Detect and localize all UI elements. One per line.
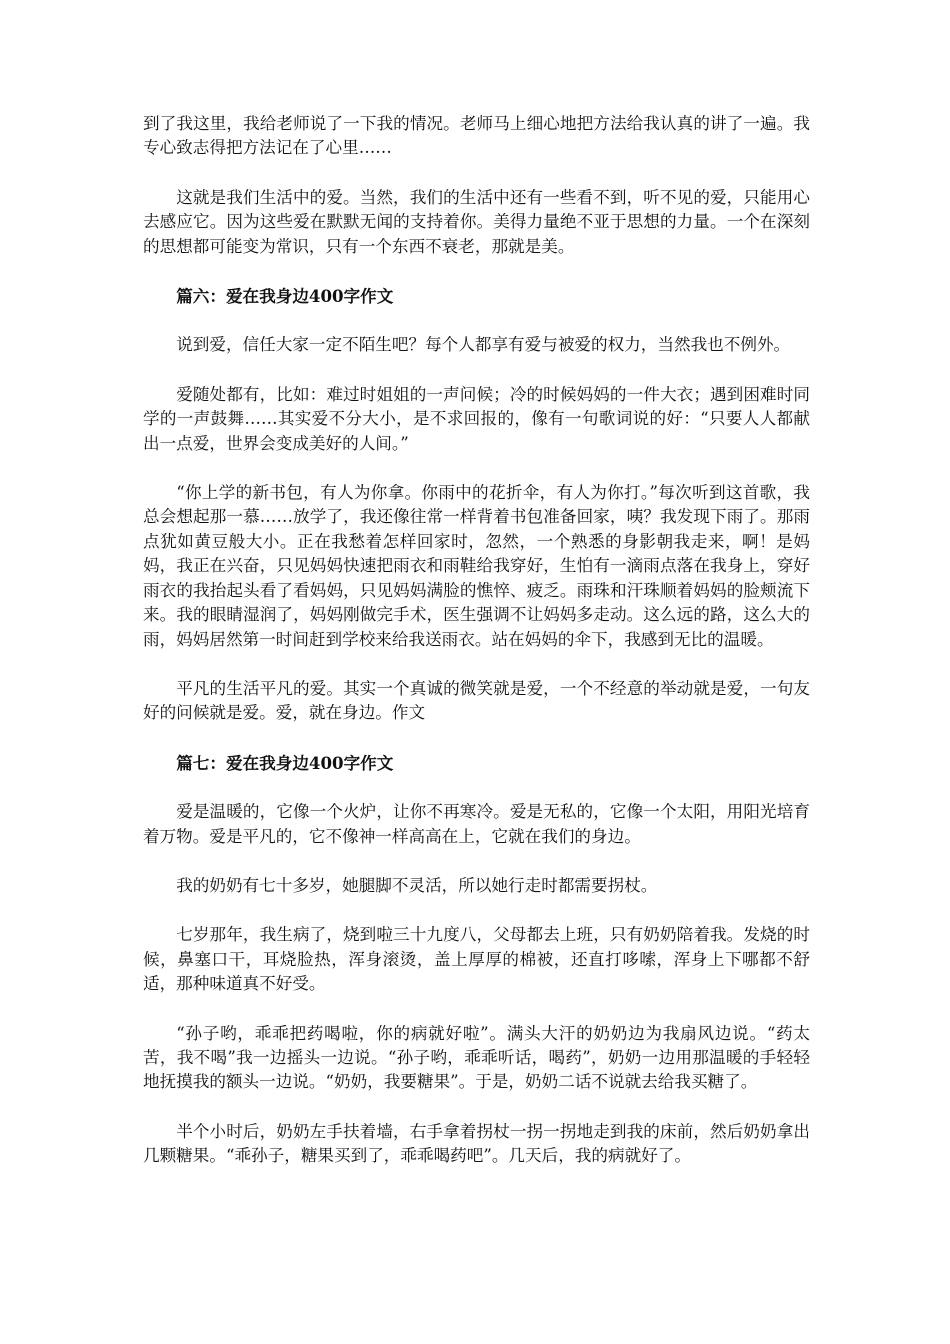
paragraph: 我的奶奶有七十多岁，她腿脚不灵活，所以她行走时都需要拐杖。: [176, 875, 658, 895]
paragraph: 说到爱，信任大家一定不陌生吧？每个人都享有爱与被爱的权力，当然我也不例外。: [176, 335, 791, 355]
paragraph: 半个小时后，奶奶左手扶着墙，右手拿着拐杖一拐一拐地走到我的床前，然后奶奶拿出几颗糖果。“乖孙子，糖果买到了，乖乖喝药吧”。几天后，我的病就好了。: [143, 1121, 810, 1166]
paragraph: 七岁那年，我生病了，烧到啦三十九度八，父母都去上班，只有奶奶陪着我。发烧的时候，鼻塞口干，耳烧脸热，浑身滚烫，盖上厚厚的棉被，还直打哆嗦，浑身上下哪都不舒适，那种味道真不好受。: [143, 925, 810, 994]
paragraph: 爱是温暖的，它像一个火炉，让你不再寒冷。爱是无私的，它像一个太阳，用阳光培育着万物。爱是平凡的，它不像神一样高高在上，它就在我们的身边。: [143, 802, 810, 846]
paragraph: “你上学的新书包，有人为你拿。你雨中的花折伞，有人为你打。”每次听到这首歌，我总会想起那一慕……放学了，我还像往常一样背着书包准备回家，咦？我发现下雨了。那雨点犹如黄豆般大小。正在我愁着怎样回家时，忽然，一个熟悉的身影朝我走来，啊！是妈妈，我正在兴奋，只见妈妈快速把雨衣和雨鞋给我穿好，生怕有一滴雨点落在我身上，穿好雨衣的我抬起头看了看妈妈，只见妈妈满脸的憔悴、疲乏。雨珠和汗珠顺着妈妈的脸颊流下来。我的眼睛湿润了，妈妈刚做完手术，医生强调不让妈妈多走动。这么远的路，这么大的雨，妈妈居然第一时间赶到学校来给我送雨衣。站在妈妈的伞下，我感到无比的温暖。: [143, 483, 810, 649]
paragraph: 爱随处都有，比如：难过时姐姐的一声问候；冷的时候妈妈的一件大衣；遇到困难时同学的一声鼓舞……其实爱不分大小，是不求回报的，像有一句歌词说的好：“只要人人都献出一点爱，世界会变成美好的人间。”: [143, 384, 810, 453]
paragraph: “孙子哟，乖乖把药喝啦，你的病就好啦”。满头大汗的奶奶边为我扇风边说。“药太苦，我不喝”我一边摇头一边说。“孙子哟，乖乖听话，喝药”，奶奶一边用那温暖的手轻轻地抚摸我的额头一边说。“奶奶，我要糖果”。于是，奶奶二话不说就去给我买糖了。: [143, 1023, 810, 1092]
paragraph: 到了我这里，我给老师说了一下我的情况。老师马上细心地把方法给我认真的讲了一遍。我专心致志得把方法记在了心里……: [143, 114, 810, 158]
paragraph: 这就是我们生活中的爱。当然，我们的生活中还有一些看不到，听不见的爱，只能用心去感应它。因为这些爱在默默无闻的支持着你。美得力量绝不亚于思想的力量。一个在深刻的思想都可能变为常识，只有一个东西不衰老，那就是美。: [143, 187, 810, 256]
section-heading: 篇七：爱在我身边400字作文: [176, 752, 394, 773]
paragraph: 平凡的生活平凡的爱。其实一个真诚的微笑就是爱，一个不经意的举动就是爱，一句友好的问候就是爱。爱，就在身边。作文: [143, 678, 810, 723]
document-page: [143, 112, 810, 1194]
section-heading: 篇六：爱在我身边400字作文: [176, 286, 394, 307]
